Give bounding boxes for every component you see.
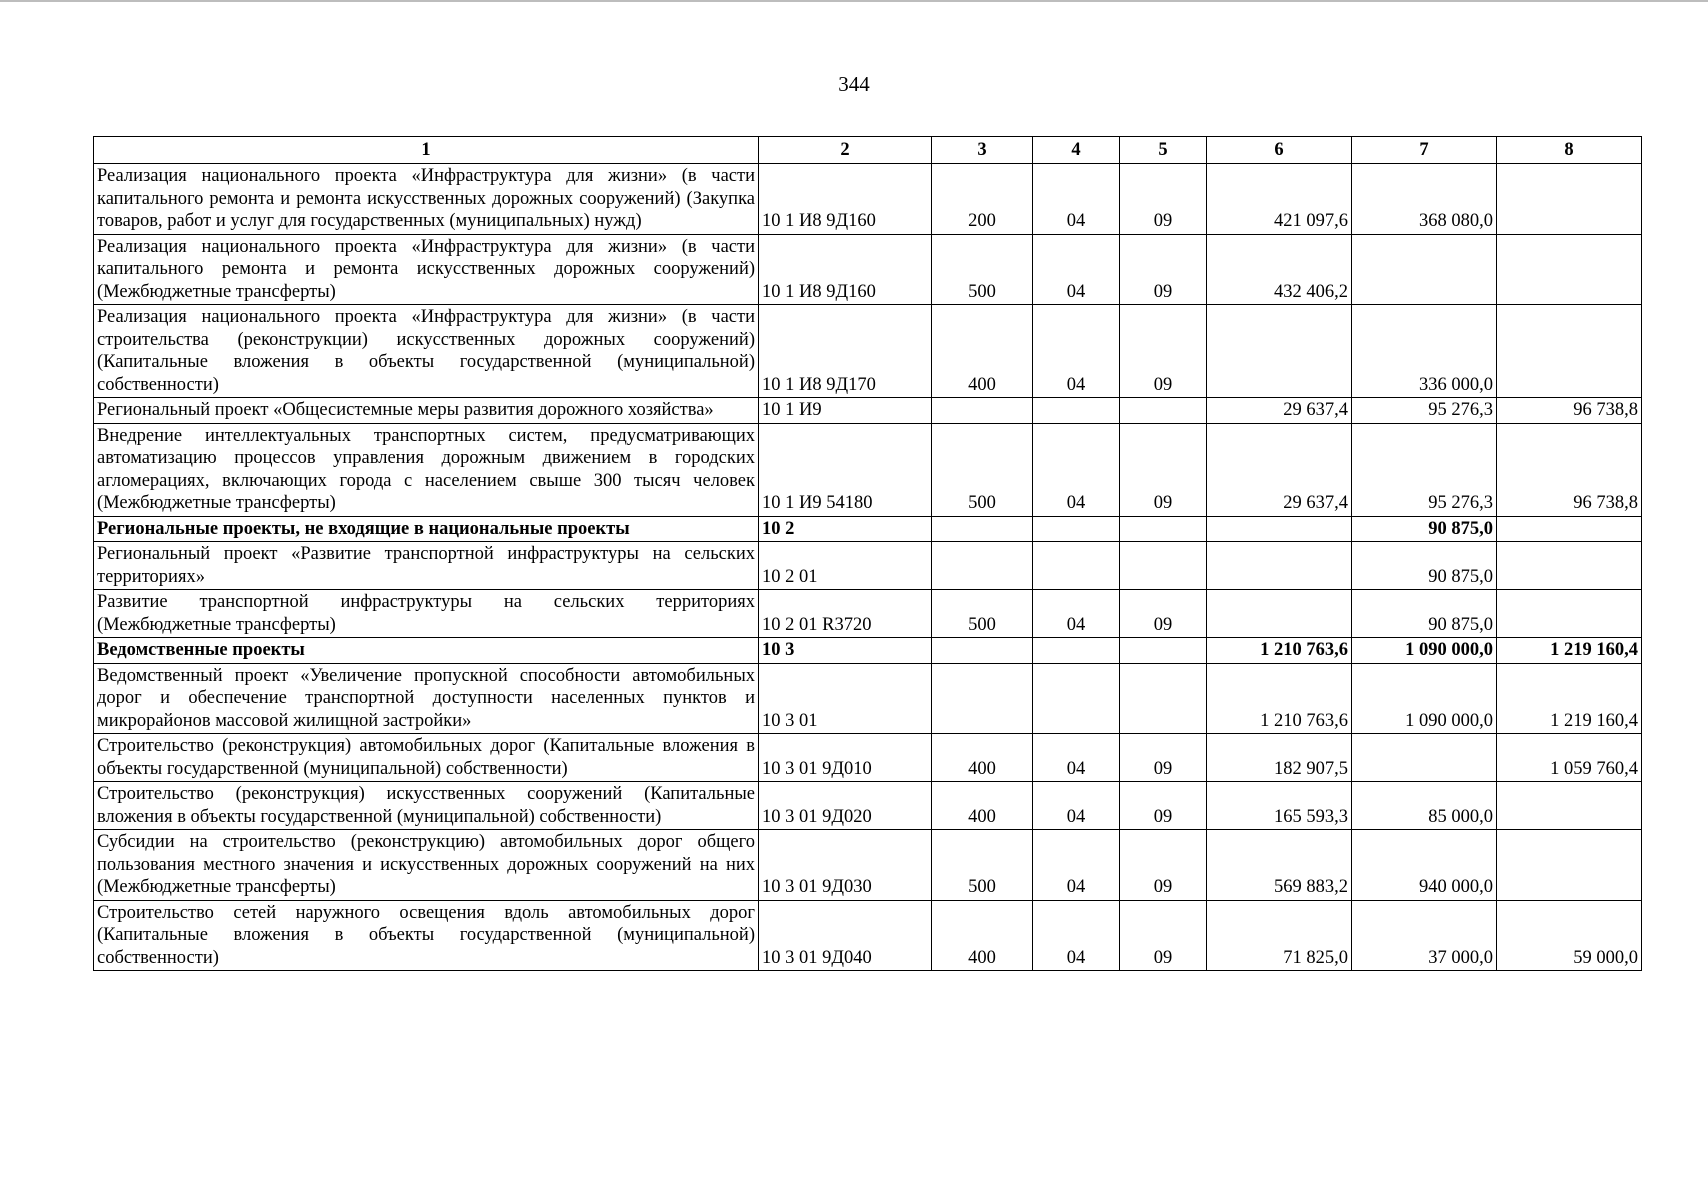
table-row bbox=[94, 782, 1642, 830]
amount-col8-cell: 1 219 160,4 bbox=[1497, 638, 1642, 664]
table-row bbox=[94, 734, 1642, 782]
section-cell bbox=[1033, 663, 1120, 734]
row-name-cell: Реализация национального проекта «Инфраструктура для жизни» (в части капитального ремонта и ремонта искусственных дорожных сооружений) (Межбюджетные трансферты) bbox=[94, 234, 759, 305]
row-name-cell: Строительство (реконструкция) искусственных сооружений (Капитальные вложения в объекты государственной (муниципальной) собственности) bbox=[94, 782, 759, 830]
amount-col8-cell bbox=[1497, 516, 1642, 542]
section-cell: 04 bbox=[1033, 900, 1120, 971]
amount-col6-cell bbox=[1207, 305, 1352, 398]
expense-type-cell bbox=[932, 398, 1033, 424]
subsection-cell bbox=[1120, 516, 1207, 542]
subsection-cell: 09 bbox=[1120, 590, 1207, 638]
amount-col6-cell: 569 883,2 bbox=[1207, 830, 1352, 901]
budget-code-cell: 10 2 01 R3720 bbox=[759, 590, 932, 638]
amount-col6-cell: 1 210 763,6 bbox=[1207, 638, 1352, 664]
expense-type-cell: 400 bbox=[932, 900, 1033, 971]
table-row bbox=[94, 516, 1642, 542]
header-cell: 7 bbox=[1352, 137, 1497, 164]
budget-code-cell: 10 1 И8 9Д160 bbox=[759, 164, 932, 235]
amount-col6-cell: 29 637,4 bbox=[1207, 423, 1352, 516]
header-cell: 3 bbox=[932, 137, 1033, 164]
expense-type-cell: 500 bbox=[932, 423, 1033, 516]
subsection-cell: 09 bbox=[1120, 164, 1207, 235]
amount-col6-cell: 165 593,3 bbox=[1207, 782, 1352, 830]
budget-code-cell: 10 3 bbox=[759, 638, 932, 664]
amount-col8-cell: 96 738,8 bbox=[1497, 423, 1642, 516]
table-row bbox=[94, 423, 1642, 516]
row-name-cell: Субсидии на строительство (реконструкцию) автомобильных дорог общего пользования местного значения и искусственных дорожных сооружений на них (Межбюджетные трансферты) bbox=[94, 830, 759, 901]
expense-type-cell bbox=[932, 542, 1033, 590]
amount-col8-cell bbox=[1497, 305, 1642, 398]
table-row bbox=[94, 542, 1642, 590]
subsection-cell bbox=[1120, 663, 1207, 734]
amount-col6-cell bbox=[1207, 542, 1352, 590]
amount-col7-cell: 90 875,0 bbox=[1352, 516, 1497, 542]
header-cell: 4 bbox=[1033, 137, 1120, 164]
amount-col6-cell: 1 210 763,6 bbox=[1207, 663, 1352, 734]
section-cell: 04 bbox=[1033, 305, 1120, 398]
row-name-cell: Внедрение интеллектуальных транспортных систем, предусматривающих автоматизацию процессов управления дорожным движением в городских агломерациях, включающих города с населением свыше 300 тысяч человек (Межбюджетные трансферты) bbox=[94, 423, 759, 516]
row-name-cell: Развитие транспортной инфраструктуры на сельских территориях (Межбюджетные трансферты) bbox=[94, 590, 759, 638]
subsection-cell bbox=[1120, 542, 1207, 590]
expense-type-cell: 500 bbox=[932, 590, 1033, 638]
amount-col7-cell: 1 090 000,0 bbox=[1352, 663, 1497, 734]
section-cell: 04 bbox=[1033, 830, 1120, 901]
amount-col7-cell bbox=[1352, 734, 1497, 782]
budget-code-cell: 10 3 01 9Д040 bbox=[759, 900, 932, 971]
subsection-cell: 09 bbox=[1120, 234, 1207, 305]
table-row bbox=[94, 590, 1642, 638]
header-cell: 8 bbox=[1497, 137, 1642, 164]
amount-col7-cell: 85 000,0 bbox=[1352, 782, 1497, 830]
expense-type-cell: 400 bbox=[932, 734, 1033, 782]
amount-col6-cell: 421 097,6 bbox=[1207, 164, 1352, 235]
budget-code-cell: 10 3 01 9Д030 bbox=[759, 830, 932, 901]
amount-col7-cell bbox=[1352, 234, 1497, 305]
budget-code-cell: 10 1 И9 54180 bbox=[759, 423, 932, 516]
budget-code-cell: 10 2 bbox=[759, 516, 932, 542]
section-cell: 04 bbox=[1033, 164, 1120, 235]
amount-col7-cell: 95 276,3 bbox=[1352, 423, 1497, 516]
scan-top-edge bbox=[0, 0, 1708, 2]
header-cell: 5 bbox=[1120, 137, 1207, 164]
amount-col8-cell bbox=[1497, 830, 1642, 901]
expense-type-cell bbox=[932, 663, 1033, 734]
amount-col8-cell bbox=[1497, 782, 1642, 830]
amount-col6-cell: 71 825,0 bbox=[1207, 900, 1352, 971]
subsection-cell: 09 bbox=[1120, 830, 1207, 901]
budget-code-cell: 10 1 И8 9Д170 bbox=[759, 305, 932, 398]
row-name-cell: Ведомственные проекты bbox=[94, 638, 759, 664]
row-name-cell: Строительство (реконструкция) автомобильных дорог (Капитальные вложения в объекты государственной (муниципальной) собственности) bbox=[94, 734, 759, 782]
amount-col7-cell: 37 000,0 bbox=[1352, 900, 1497, 971]
section-cell: 04 bbox=[1033, 782, 1120, 830]
page-number: 344 bbox=[838, 72, 870, 96]
subsection-cell: 09 bbox=[1120, 782, 1207, 830]
section-cell: 04 bbox=[1033, 734, 1120, 782]
table-row bbox=[94, 900, 1642, 971]
amount-col8-cell bbox=[1497, 590, 1642, 638]
budget-code-cell: 10 2 01 bbox=[759, 542, 932, 590]
table-row bbox=[94, 830, 1642, 901]
section-cell: 04 bbox=[1033, 590, 1120, 638]
amount-col8-cell bbox=[1497, 542, 1642, 590]
table-row bbox=[94, 663, 1642, 734]
subsection-cell: 09 bbox=[1120, 900, 1207, 971]
row-name-cell: Ведомственный проект «Увеличение пропускной способности автомобильных дорог и обеспечение транспортной доступности населенных пунктов и микрорайонов массовой жилищной застройки» bbox=[94, 663, 759, 734]
expense-type-cell: 500 bbox=[932, 830, 1033, 901]
budget-code-cell: 10 3 01 9Д010 bbox=[759, 734, 932, 782]
amount-col6-cell bbox=[1207, 516, 1352, 542]
table-row bbox=[94, 234, 1642, 305]
amount-col6-cell: 29 637,4 bbox=[1207, 398, 1352, 424]
section-cell bbox=[1033, 638, 1120, 664]
subsection-cell bbox=[1120, 398, 1207, 424]
amount-col6-cell: 432 406,2 bbox=[1207, 234, 1352, 305]
amount-col7-cell: 368 080,0 bbox=[1352, 164, 1497, 235]
budget-code-cell: 10 3 01 bbox=[759, 663, 932, 734]
row-name-cell: Реализация национального проекта «Инфраструктура для жизни» (в части строительства (реконструкции) искусственных дорожных сооружений) (Капитальные вложения в объекты государственной (муниципальной) собственности) bbox=[94, 305, 759, 398]
table-row bbox=[94, 398, 1642, 424]
amount-col7-cell: 336 000,0 bbox=[1352, 305, 1497, 398]
header-cell: 2 bbox=[759, 137, 932, 164]
amount-col8-cell bbox=[1497, 234, 1642, 305]
amount-col8-cell: 96 738,8 bbox=[1497, 398, 1642, 424]
amount-col8-cell: 59 000,0 bbox=[1497, 900, 1642, 971]
table-row bbox=[94, 305, 1642, 398]
expense-type-cell: 400 bbox=[932, 305, 1033, 398]
amount-col7-cell: 940 000,0 bbox=[1352, 830, 1497, 901]
header-row bbox=[94, 137, 1642, 164]
amount-col6-cell bbox=[1207, 590, 1352, 638]
amount-col8-cell: 1 059 760,4 bbox=[1497, 734, 1642, 782]
section-cell bbox=[1033, 542, 1120, 590]
row-name-cell: Региональный проект «Общесистемные меры развития дорожного хозяйства» bbox=[94, 398, 759, 424]
expense-type-cell: 200 bbox=[932, 164, 1033, 235]
budget-code-cell: 10 3 01 9Д020 bbox=[759, 782, 932, 830]
section-cell bbox=[1033, 516, 1120, 542]
subsection-cell: 09 bbox=[1120, 734, 1207, 782]
table-row bbox=[94, 638, 1642, 664]
budget-table bbox=[93, 136, 1642, 971]
section-cell bbox=[1033, 398, 1120, 424]
amount-col7-cell: 90 875,0 bbox=[1352, 542, 1497, 590]
header-cell: 1 bbox=[94, 137, 759, 164]
row-name-cell: Региональный проект «Развитие транспортной инфраструктуры на сельских территориях» bbox=[94, 542, 759, 590]
expense-type-cell bbox=[932, 638, 1033, 664]
expense-type-cell: 500 bbox=[932, 234, 1033, 305]
amount-col7-cell: 95 276,3 bbox=[1352, 398, 1497, 424]
expense-type-cell: 400 bbox=[932, 782, 1033, 830]
amount-col8-cell: 1 219 160,4 bbox=[1497, 663, 1642, 734]
amount-col8-cell bbox=[1497, 164, 1642, 235]
row-name-cell: Региональные проекты, не входящие в национальные проекты bbox=[94, 516, 759, 542]
amount-col7-cell: 1 090 000,0 bbox=[1352, 638, 1497, 664]
row-name-cell: Реализация национального проекта «Инфраструктура для жизни» (в части капитального ремонта и ремонта искусственных дорожных сооружений) (Закупка товаров, работ и услуг для государственных (муниципальных) нужд) bbox=[94, 164, 759, 235]
row-name-cell: Строительство сетей наружного освещения вдоль автомобильных дорог (Капитальные вложения в объекты государственной (муниципальной) собственности) bbox=[94, 900, 759, 971]
table-row bbox=[94, 164, 1642, 235]
budget-code-cell: 10 1 И8 9Д160 bbox=[759, 234, 932, 305]
subsection-cell: 09 bbox=[1120, 305, 1207, 398]
amount-col7-cell: 90 875,0 bbox=[1352, 590, 1497, 638]
section-cell: 04 bbox=[1033, 423, 1120, 516]
header-cell: 6 bbox=[1207, 137, 1352, 164]
budget-code-cell: 10 1 И9 bbox=[759, 398, 932, 424]
subsection-cell: 09 bbox=[1120, 423, 1207, 516]
expense-type-cell bbox=[932, 516, 1033, 542]
section-cell: 04 bbox=[1033, 234, 1120, 305]
subsection-cell bbox=[1120, 638, 1207, 664]
amount-col6-cell: 182 907,5 bbox=[1207, 734, 1352, 782]
